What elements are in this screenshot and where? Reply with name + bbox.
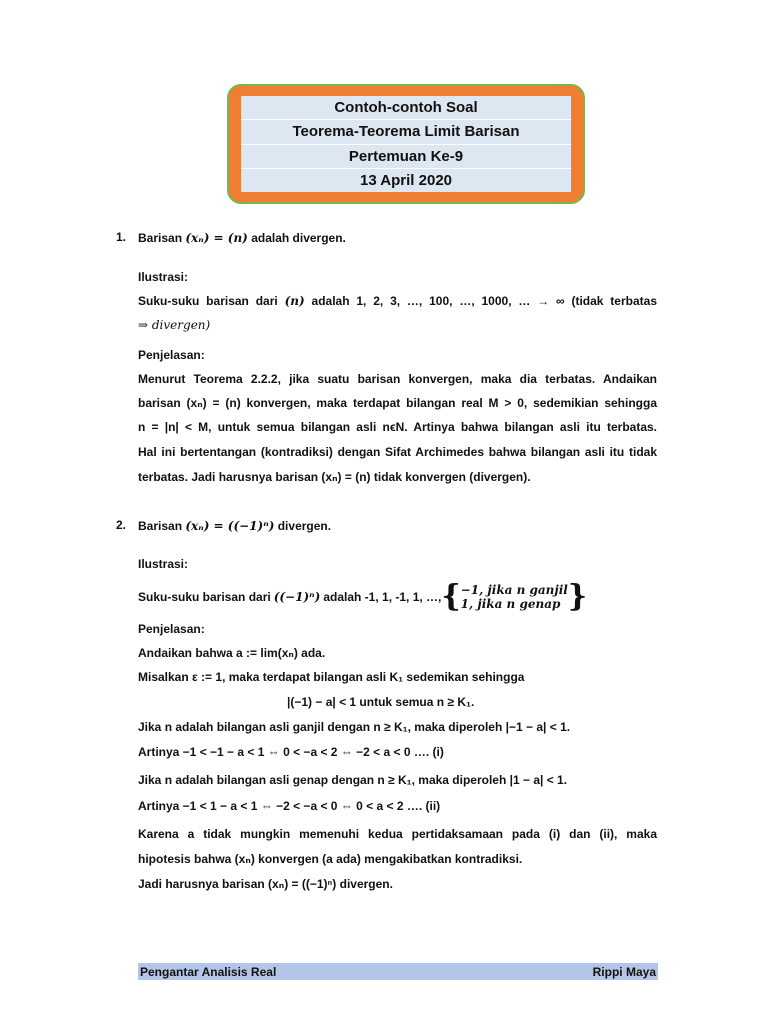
title-line-1: Contoh-contoh Soal [241,96,571,120]
problem-2-line-8: Karena a tidak mungkin memenuhi kedua pertidaksamaan pada (i) dan (ii), maka [138,827,657,841]
problem-2-number: 2. [116,518,127,532]
problem-2-line-5: Artinya −1 < −1 − a < 1 ⇔ 0 < −a < 2 ⇔ −2 < a < 0 …. (i) [138,745,444,759]
problem-2-ilustrasi-b: adalah -1, 1, -1, 1, …, [323,590,442,604]
problem-1-intro-b: adalah divergen. [247,231,346,245]
problem-1-intro-math: (xₙ) = (n) [185,231,248,245]
problem-1-ilustrasi-math: (n) [284,294,305,308]
problem-1-explanation-line-1: Menurut Teorema 2.2.2, jika suatu barisan konvergen, maka dia terbatas. Andaikan [138,372,657,386]
title-box [227,84,585,204]
right-brace-icon: } [567,579,588,614]
problem-1-number: 1. [116,230,127,244]
problem-2-line-7: Artinya −1 < 1 − a < 1 ⇔ −2 < −a < 0 ⇔ 0 < a < 2 …. (ii) [138,799,441,813]
piecewise-definition [441,579,588,614]
problem-1-explanation-line-5: terbatas. Jadi harusnya barisan (xₙ) = (n) tidak konvergen (divergen). [138,470,531,484]
title-line-4: 13 April 2020 [241,169,571,192]
problem-2-intro-a: Barisan [138,519,186,533]
problem-1-ilustrasi-b: adalah 1, 2, 3, …, 100, …, 1000, … → ∞ (tidak terbatas [304,294,657,308]
page-footer [138,963,658,980]
problem-1-ilustrasi-a: Suku-suku barisan dari [138,294,285,308]
problem-2-penjelasan-label: Penjelasan: [138,622,205,636]
problem-2-line-4: Jika n adalah bilangan asli ganjil dengan n ≥ K₁, maka diperoleh |−1 − a| < 1. [138,720,571,734]
left-brace-icon: { [441,579,461,614]
problem-2-line-3: |(−1) − a| < 1 untuk semua n ≥ K₁. [287,695,475,709]
problem-2-intro-b: divergen. [274,519,332,533]
problem-1-statement [138,230,346,246]
problem-2-intro-math: (xₙ) = ((−1)ⁿ) [185,519,275,533]
problem-2-line-1: Andaikan bahwa a := lim(xₙ) ada. [138,646,326,660]
problem-2-ilustrasi-line [138,580,587,614]
piecewise-cases [461,583,568,611]
problem-1-explanation-line-4: Hal ini bertentangan (kontradiksi) dengan Sifat Archimedes bahwa bilangan asli itu tidak [138,445,657,459]
problem-1-explanation-line-2: barisan (xₙ) = (n) konvergen, maka terdapat bilangan real M > 0, sedemikian sehingga [138,396,657,410]
problem-2-line-9: hipotesis bahwa (xₙ) konvergen (a ada) mengakibatkan kontradiksi. [138,852,523,866]
problem-2-statement [138,518,331,534]
problem-2-ilustrasi-label: Ilustrasi: [138,557,189,571]
title-box-inner [241,96,571,192]
problem-1-explanation-line-3: n = |n| < M, untuk semua bilangan asli nϵN. Artinya bahwa bilangan asli itu terbatas. [138,420,657,434]
problem-1-ilustrasi-label: Ilustrasi: [138,270,189,284]
problem-1-penjelasan-label: Penjelasan: [138,348,205,362]
title-line-2: Teorema-Teorema Limit Barisan [241,120,571,144]
problem-2-line-2: Misalkan ε := 1, maka terdapat bilangan asli K₁ sedemikan sehingga [138,670,525,684]
problem-1-ilustrasi-line-1 [138,293,657,309]
problem-2-line-6: Jika n adalah bilangan asli genap dengan n ≥ K₁, maka diperoleh |1 − a| < 1. [138,773,568,787]
case-odd: −1, jika n ganjil [460,583,568,597]
problem-2-ilustrasi-a: Suku-suku barisan dari [138,590,271,604]
problem-1-ilustrasi-line-2: ⇒ divergen) [138,318,211,332]
problem-2-line-10: Jadi harusnya barisan (xₙ) = ((−1)ⁿ) divergen. [138,877,393,891]
problem-1-intro-a: Barisan [138,231,186,245]
case-even: 1, jika n genap [460,597,561,611]
title-line-3: Pertemuan Ke-9 [241,145,571,169]
footer-author: Rippi Maya [592,964,656,979]
problem-2-ilustrasi-math: ((−1)ⁿ) [273,590,321,604]
footer-course-title: Pengantar Analisis Real [140,964,277,979]
